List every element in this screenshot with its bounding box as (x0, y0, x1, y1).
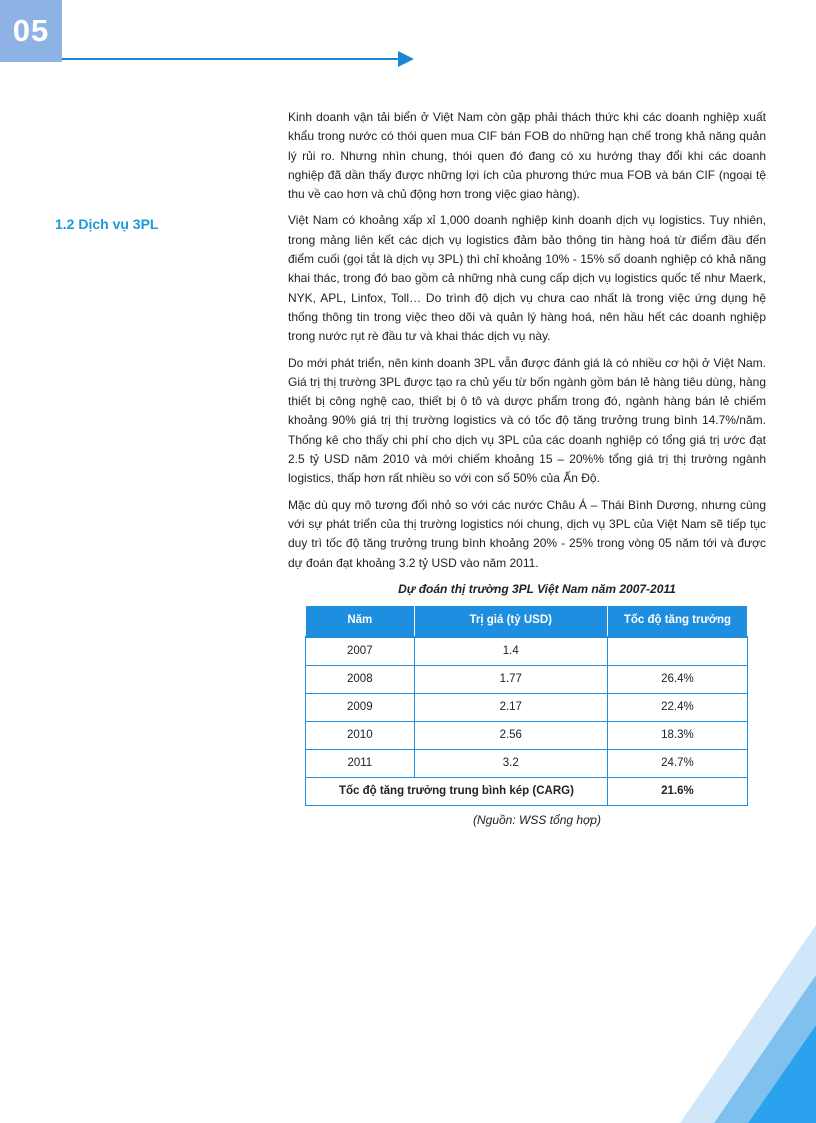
cell-year: 2009 (306, 694, 415, 722)
paragraph: Kinh doanh vận tải biển ở Việt Nam còn gặp phải thách thức khi các doanh nghiệp xuất khẩu trong nước có thói quen mua CIF bán FOB do những hạn chế trong khả năng quản lý rủi ro. Nhưng nhìn chung, thói quen đó đang có xu hướng thay đổi khi các doanh nghiệp đã dần thấy được những lợi ích của phương thức mua FOB và bán CIF (ngoại tệ thu về cao hơn và chủ động hơn trong việc giao hàng). (288, 110, 766, 202)
paragraph: Mặc dù quy mô tương đối nhỏ so với các nước Châu Á – Thái Bình Dương, nhưng cùng với sự phát triển của thị trường logistics nói chung, dịch vụ 3PL của Việt Nam sẽ tiếp tục duy trì tốc độ tăng trưởng trung bình khoảng 20% - 25% trong vòng 05 năm tới và được dự đoán đạt khoảng 3.2 tỷ USD vào năm 2011. (288, 497, 766, 570)
section-heading: 1.2 Dịch vụ 3PL (55, 216, 159, 232)
column-header-year: Năm (306, 606, 415, 638)
table-title: Dự đoán thị trường 3PL Việt Nam năm 2007-2011 (398, 581, 676, 596)
corner-stripes-decoration (680, 920, 816, 1123)
cell-year: 2010 (306, 722, 415, 750)
arrow-right-icon (398, 51, 414, 67)
cell-year: 2007 (306, 637, 415, 666)
cell-year: 2008 (306, 666, 415, 694)
cell-growth: 26.4% (607, 666, 747, 694)
column-header-growth: Tốc độ tăng trưởng (607, 606, 747, 638)
cell-growth: 22.4% (607, 694, 747, 722)
table-row (306, 666, 748, 694)
cell-growth: 24.7% (607, 750, 747, 778)
table-source-note: (Nguồn: WSS tổng hợp) (473, 813, 601, 828)
cell-growth: 18.3% (607, 722, 747, 750)
market-forecast-table (305, 605, 748, 806)
chapter-badge (0, 0, 62, 62)
table-row (306, 637, 748, 666)
column-header-value: Trị giá (tỷ USD) (414, 606, 607, 638)
cell-year: 2011 (306, 750, 415, 778)
table-row (306, 750, 748, 778)
main-content (288, 108, 766, 830)
cell-value: 1.77 (414, 666, 607, 694)
paragraph: Việt Nam có khoảng xấp xỉ 1,000 doanh nghiệp kinh doanh dịch vụ logistics. Tuy nhiên, trong mảng liên kết các dịch vụ logistics đảm bảo thông tin hàng hoá từ điểm đầu đến điểm cuối (gọi tắt là dịch vụ 3PL) thì chỉ khoảng 10% - 15% số doanh nghiệp có khả năng khai thác, trong đó bao gồm cả những nhà cung cấp dịch vụ logistics quốc tế như Maerk, NYK, APL, Linfox, Toll… Do trình độ dịch vụ chưa cao nhất là trong việc ứng dụng hệ thống thông tin trong việc theo dõi và quản lý hàng hoá, nên hầu hết các doanh nghiệp trong nước rụt rè đầu tư và khai thác dịch vụ này. (288, 213, 766, 344)
chapter-number: 05 (12, 13, 50, 48)
cell-value: 1.4 (414, 637, 607, 666)
total-label: Tốc độ tăng trưởng trung bình kép (CARG) (306, 778, 608, 806)
header-rule (62, 58, 402, 60)
table-row (306, 694, 748, 722)
cell-growth (607, 637, 747, 666)
paragraph: Do mới phát triển, nên kinh doanh 3PL vẫn được đánh giá là có nhiều cơ hội ở Việt Nam. Giá trị thị trường 3PL được tạo ra chủ yếu từ bốn ngành gồm bán lẻ hàng tiêu dùng, hàng thiết bị công nghệ cao, thiết bị ô tô và dược phẩm trong đó, ngành hàng bán lẻ chiếm khoảng 90% giá trị thị trường logistics và có tốc độ tăng trưởng trung bình 14.7%/năm. Thống kê cho thấy chi phí cho dịch vụ 3PL của các doanh nghiệp có tổng giá trị ước đạt 2.5 tỷ USD năm 2010 và mới chiếm khoảng 15 – 20%% tổng giá trị thị trường ngành logistics, thấp hơn rất nhiều so với con số 50% của Ấn Độ. (288, 355, 766, 486)
cell-value: 3.2 (414, 750, 607, 778)
cell-value: 2.17 (414, 694, 607, 722)
total-value: 21.6% (607, 778, 747, 806)
table-total-row (306, 778, 748, 806)
table-row (306, 722, 748, 750)
table-header-row (306, 606, 748, 638)
cell-value: 2.56 (414, 722, 607, 750)
